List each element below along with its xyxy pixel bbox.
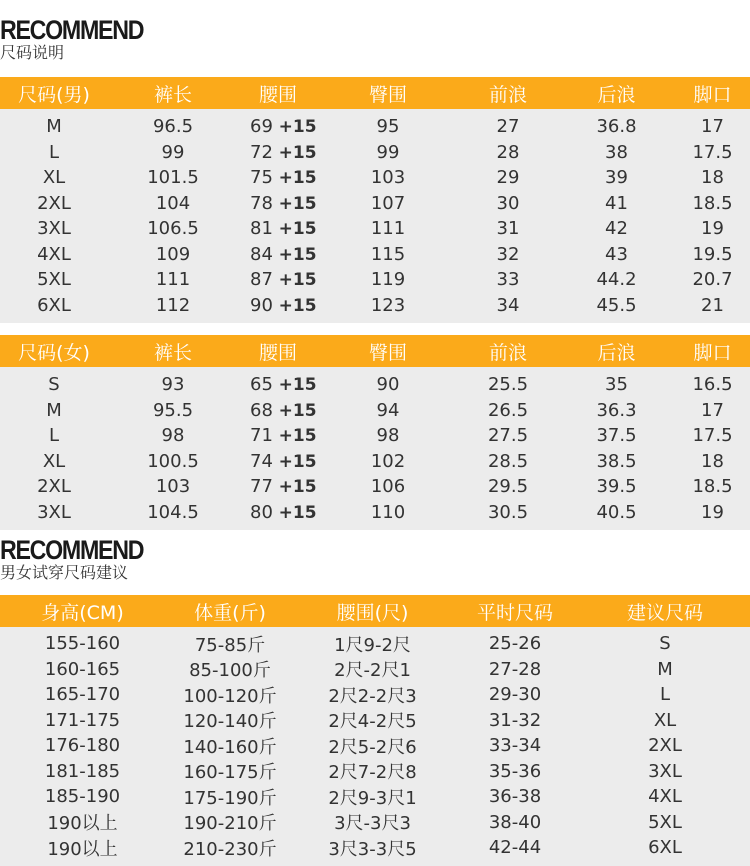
header-cell: 裤长 [153, 83, 192, 106]
table-cell: 27.5 [487, 425, 529, 447]
header-cell: 尺码(女) [18, 341, 90, 364]
table-cell: 6XL [648, 837, 682, 859]
table-cell: 18.5 [692, 192, 733, 214]
table-row [0, 242, 750, 268]
table-cell [238, 244, 318, 265]
waist-value: 72 [250, 141, 273, 163]
table-cell: 20.7 [692, 269, 733, 291]
table-cell: 98 [376, 425, 400, 447]
table-cell: 104.5 [147, 501, 199, 523]
table-cell: 106.5 [147, 218, 199, 240]
waist-stretch-note: +15 [278, 168, 317, 189]
header-cell: 腰围(尺) [336, 601, 409, 624]
section-heading-recommendation [0, 536, 167, 582]
table-cell: 75-85斤 [194, 634, 266, 656]
header-cell: 前浪 [488, 83, 527, 106]
table-cell: 120-140斤 [183, 711, 277, 733]
men-table-body [0, 109, 750, 323]
table-row [0, 682, 750, 708]
table-cell: 115 [370, 243, 406, 265]
table-cell: S [48, 374, 60, 396]
header-cell: 脚口 [693, 341, 732, 364]
men-table-header [0, 77, 750, 109]
table-cell: 104 [155, 192, 191, 214]
table-cell: 111 [155, 269, 191, 291]
table-cell: 3XL [37, 218, 71, 240]
size-chart-subtitle: 尺码说明 [0, 43, 65, 62]
waist-stretch-note: +15 [278, 295, 317, 316]
table-cell: 99 [376, 141, 400, 163]
table-cell: 21 [701, 294, 724, 316]
table-cell: 107 [370, 192, 406, 214]
table-cell [238, 167, 318, 188]
table-cell: 1尺9-2尺 [334, 634, 411, 656]
table-cell: 19.5 [692, 243, 733, 265]
men-size-table [0, 77, 750, 323]
table-cell: 160-165 [44, 658, 121, 680]
table-cell: 29 [496, 167, 520, 189]
table-cell: 28.5 [487, 450, 529, 472]
table-cell: 93 [161, 374, 185, 396]
table-cell: 2尺-2尺1 [334, 660, 411, 682]
table-cell: 40.5 [596, 501, 637, 523]
table-cell: M [46, 116, 62, 138]
table-cell: 29.5 [487, 476, 529, 498]
table-cell: 43 [605, 243, 628, 265]
header-cell: 平时尺码 [476, 601, 553, 624]
table-cell: 36.3 [596, 399, 637, 421]
table-cell: 42-44 [488, 837, 542, 859]
table-row [0, 191, 750, 217]
header-cell: 建议尺码 [626, 601, 703, 624]
table-cell: 110 [370, 501, 406, 523]
table-row [0, 114, 750, 140]
table-cell [238, 295, 318, 316]
waist-value: 84 [250, 243, 273, 265]
table-row [0, 140, 750, 166]
table-cell: 33 [496, 269, 520, 291]
table-cell: 38.5 [596, 450, 637, 472]
waist-stretch-note: +15 [278, 375, 317, 396]
table-cell: 41 [605, 192, 628, 214]
table-cell: 2XL [37, 192, 71, 214]
table-cell: 2尺4-2尺5 [328, 711, 417, 733]
waist-value: 87 [250, 269, 273, 291]
table-row [0, 835, 750, 861]
waist-stretch-note: +15 [278, 426, 317, 447]
table-cell: 25-26 [488, 633, 542, 655]
table-cell [238, 374, 318, 395]
table-cell: 101.5 [147, 167, 199, 189]
table-cell: 98 [161, 425, 185, 447]
table-cell: 119 [370, 269, 406, 291]
table-cell: 19 [701, 218, 724, 240]
waist-stretch-note: +15 [278, 193, 317, 214]
table-cell: M [46, 399, 62, 421]
header-cell: 体重(斤) [194, 601, 266, 624]
table-cell: M [657, 658, 673, 680]
section-heading-size-chart [0, 16, 167, 62]
waist-stretch-note: +15 [278, 117, 317, 138]
women-table-header [0, 335, 750, 367]
table-cell: 26.5 [487, 399, 529, 421]
table-cell [238, 218, 318, 239]
table-cell: 210-230斤 [183, 838, 277, 860]
table-cell: 18 [701, 167, 724, 189]
header-cell: 后浪 [597, 83, 636, 106]
table-cell: 4XL [648, 786, 682, 808]
table-row [0, 810, 750, 836]
waist-stretch-note: +15 [278, 270, 317, 291]
table-cell [238, 451, 318, 472]
table-row [0, 293, 750, 319]
table-cell: 160-175斤 [183, 762, 277, 784]
table-cell: 176-180 [44, 735, 121, 757]
header-cell: 前浪 [488, 341, 527, 364]
table-cell: 140-160斤 [183, 736, 277, 758]
table-cell: 36.8 [596, 116, 637, 138]
table-cell: 165-170 [44, 684, 121, 706]
table-cell: 27-28 [488, 658, 542, 680]
table-row [0, 398, 750, 424]
table-row [0, 784, 750, 810]
table-cell: 17.5 [692, 141, 733, 163]
table-cell: 38-40 [488, 811, 542, 833]
waist-stretch-note: +15 [278, 477, 317, 498]
table-cell: 96.5 [152, 116, 194, 138]
header-cell: 尺码(男) [18, 83, 90, 106]
table-cell: 90 [376, 374, 400, 396]
header-cell: 臀围 [368, 341, 407, 364]
table-cell: 27 [496, 116, 520, 138]
table-cell: 44.2 [596, 269, 637, 291]
rec-table-body [0, 627, 750, 866]
table-cell: 32 [496, 243, 520, 265]
table-row [0, 657, 750, 683]
table-cell: 37.5 [596, 425, 637, 447]
header-cell: 身高(CM) [41, 601, 124, 624]
table-cell: 109 [155, 243, 191, 265]
women-table-body [0, 367, 750, 530]
table-cell: 5XL [648, 811, 682, 833]
table-cell: 36-38 [488, 786, 542, 808]
table-cell: 31-32 [488, 709, 542, 731]
header-cell: 裤长 [153, 341, 192, 364]
table-cell: 3尺-3尺3 [334, 813, 411, 835]
table-cell: 181-185 [44, 760, 121, 782]
waist-stretch-note: +15 [278, 142, 317, 163]
table-cell: 4XL [37, 243, 71, 265]
table-cell: 39 [605, 167, 628, 189]
table-cell: 3尺3-3尺5 [328, 838, 417, 860]
recommendation-subtitle: 男女试穿尺码建议 [0, 563, 129, 582]
table-row [0, 216, 750, 242]
table-cell: 39.5 [596, 476, 637, 498]
table-row [0, 759, 750, 785]
header-cell: 后浪 [597, 341, 636, 364]
table-cell [238, 142, 318, 163]
table-cell: 190以上 [47, 838, 118, 860]
table-cell: 18.5 [692, 476, 733, 498]
table-cell: S [659, 633, 671, 655]
table-row [0, 708, 750, 734]
table-cell: XL [653, 709, 677, 731]
table-cell: 45.5 [596, 294, 637, 316]
women-size-table [0, 335, 750, 530]
table-cell: 6XL [37, 294, 71, 316]
table-row [0, 267, 750, 293]
table-cell: 185-190 [44, 786, 121, 808]
table-cell: 2尺5-2尺6 [328, 736, 417, 758]
table-row [0, 733, 750, 759]
table-row [0, 474, 750, 500]
waist-value: 90 [250, 294, 273, 316]
table-cell: 111 [370, 218, 406, 240]
table-cell: 112 [155, 294, 191, 316]
table-cell: 2尺9-3尺1 [328, 787, 417, 809]
table-cell: 35-36 [488, 760, 542, 782]
table-cell: 102 [370, 450, 406, 472]
waist-value: 74 [250, 450, 273, 472]
table-cell: 31 [496, 218, 520, 240]
waist-value: 65 [250, 374, 273, 396]
table-cell: 2尺7-2尺8 [328, 762, 417, 784]
table-row [0, 165, 750, 191]
table-cell: 100.5 [147, 450, 199, 472]
table-cell: L [48, 141, 60, 163]
waist-stretch-note: +15 [278, 400, 317, 421]
table-cell: 3XL [37, 501, 71, 523]
recommend-title: RECOMMEND [0, 535, 144, 565]
waist-stretch-note: +15 [278, 502, 317, 523]
waist-value: 68 [250, 399, 273, 421]
waist-value: 75 [250, 167, 273, 189]
table-row [0, 372, 750, 398]
waist-value: 78 [250, 192, 273, 214]
table-cell: L [48, 425, 60, 447]
table-cell: 5XL [37, 269, 71, 291]
table-cell: 99 [161, 141, 185, 163]
table-row [0, 500, 750, 526]
waist-value: 80 [250, 501, 273, 523]
table-cell [238, 476, 318, 497]
table-row [0, 631, 750, 657]
table-cell: 190-210斤 [183, 813, 277, 835]
table-cell: 30.5 [487, 501, 529, 523]
table-cell: 17.5 [692, 425, 733, 447]
waist-stretch-note: +15 [278, 244, 317, 265]
table-row [0, 449, 750, 475]
header-cell: 腰围 [258, 83, 297, 106]
table-cell: 42 [605, 218, 628, 240]
table-cell: 2尺2-2尺3 [328, 685, 417, 707]
table-cell: 190以上 [47, 813, 118, 835]
table-cell: 35 [605, 374, 628, 396]
table-cell: 100-120斤 [183, 685, 277, 707]
table-cell: 30 [496, 192, 520, 214]
table-row [0, 423, 750, 449]
table-cell: 19 [701, 501, 724, 523]
header-cell: 腰围 [258, 341, 297, 364]
table-cell: 3XL [648, 760, 682, 782]
table-cell: L [659, 684, 671, 706]
table-cell: 95.5 [152, 399, 194, 421]
header-cell: 臀围 [368, 83, 407, 106]
table-cell: XL [42, 167, 66, 189]
table-cell: 38 [605, 141, 628, 163]
table-cell: 28 [496, 141, 520, 163]
waist-value: 81 [250, 218, 273, 240]
table-cell [238, 193, 318, 214]
waist-stretch-note: +15 [278, 219, 317, 240]
table-cell [238, 269, 318, 290]
table-cell: 29-30 [488, 684, 542, 706]
waist-value: 69 [250, 116, 273, 138]
table-cell: 2XL [37, 476, 71, 498]
table-cell: 94 [376, 399, 400, 421]
table-cell: 175-190斤 [183, 787, 277, 809]
header-cell: 脚口 [693, 83, 732, 106]
table-cell [238, 502, 318, 523]
table-cell: XL [42, 450, 66, 472]
table-cell: 106 [370, 476, 406, 498]
table-cell: 18 [701, 450, 724, 472]
table-cell [238, 116, 318, 137]
rec-table-header [0, 595, 750, 627]
recommend-title: RECOMMEND [0, 15, 144, 45]
table-cell: 16.5 [692, 374, 733, 396]
table-cell: 17 [701, 399, 724, 421]
table-cell [238, 400, 318, 421]
table-cell [238, 425, 318, 446]
recommendation-table [0, 595, 750, 866]
table-cell: 103 [370, 167, 406, 189]
table-cell: 17 [701, 116, 724, 138]
waist-stretch-note: +15 [278, 451, 317, 472]
table-cell: 155-160 [44, 633, 121, 655]
table-cell: 33-34 [488, 735, 542, 757]
table-cell: 2XL [648, 735, 682, 757]
waist-value: 77 [250, 476, 273, 498]
table-cell: 123 [370, 294, 406, 316]
table-cell: 171-175 [44, 709, 121, 731]
table-cell: 95 [376, 116, 400, 138]
table-cell: 103 [155, 476, 191, 498]
table-cell: 25.5 [487, 374, 529, 396]
waist-value: 71 [250, 425, 273, 447]
table-cell: 85-100斤 [189, 660, 271, 682]
table-cell: 34 [496, 294, 520, 316]
